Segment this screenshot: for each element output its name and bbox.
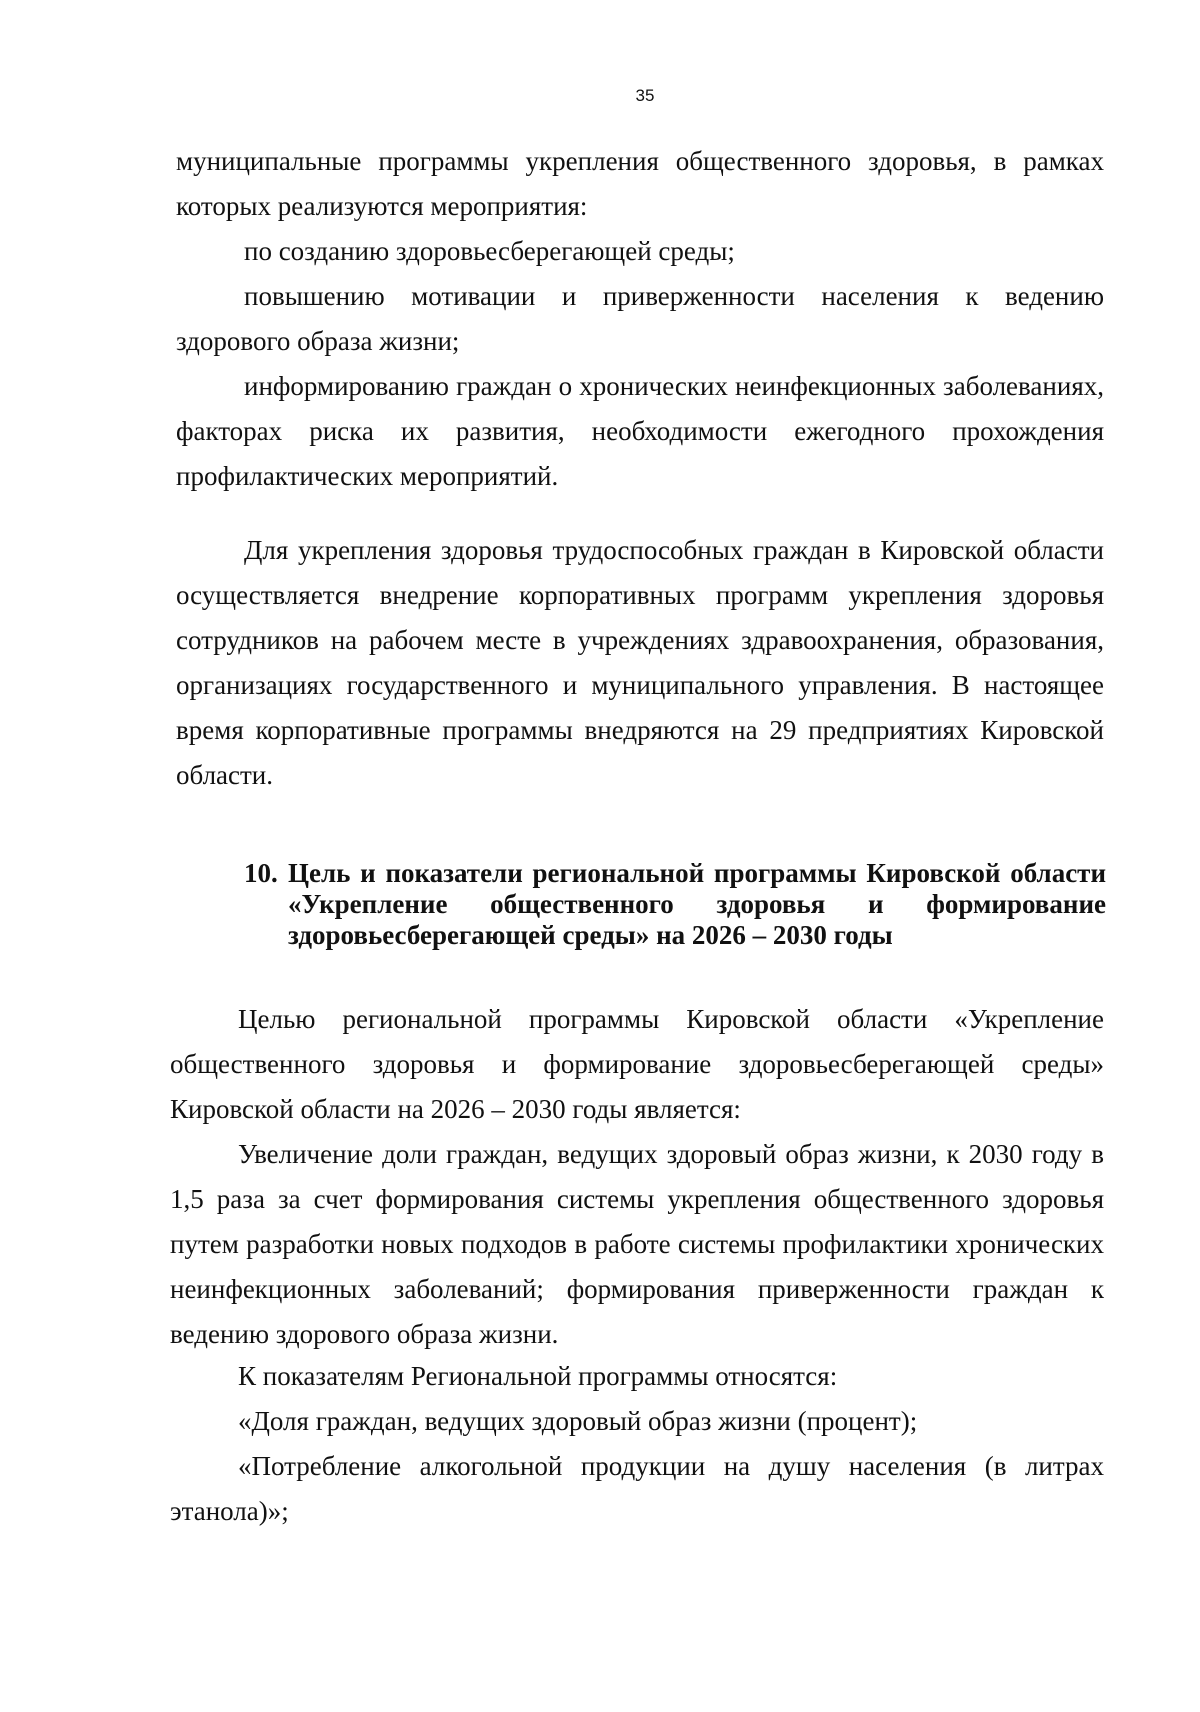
list-item: информированию граждан о хронических неинфекционных заболеваниях, факторах риска их развития, необходимости ежегодного прохождения профилактических мероприятий. (176, 371, 1104, 491)
page-number: 35 (635, 86, 655, 105)
goal-block (170, 997, 1104, 1357)
list-item: повышению мотивации и приверженности населения к ведению здорового образа жизни; (176, 281, 1104, 356)
indicator-item: «Потребление алкогольной продукции на душу населения (в литрах этанола)»; (170, 1451, 1104, 1526)
indicators-intro: К показателям Региональной программы относятся: (238, 1361, 838, 1391)
section-before-list (176, 139, 1104, 499)
section-title: Цель и показатели региональной программы Кировской области «Укрепление общественного здоровья и формирование здоровьесберегающей среды» на 2026 – 2030 годы (288, 858, 1106, 950)
indicator-item: «Доля граждан, ведущих здоровый образ жизни (процент); (238, 1406, 918, 1436)
section-before-paragraph-block (176, 528, 1104, 798)
goal-intro-paragraph: Целью региональной программы Кировской области «Укрепление общественного здоровья и формирование здоровьесберегающей среды» Кировской области на 2026 – 2030 годы является: (170, 1004, 1104, 1124)
section-heading (244, 858, 1106, 951)
indicators-block (170, 1354, 1104, 1534)
section-number: 10. (244, 858, 278, 888)
goal-text-paragraph: Увеличение доли граждан, ведущих здоровый образ жизни, к 2030 году в 1,5 раза за счет формирования системы укрепления общественного здоровья путем разработки новых подходов в работе системы профилактики хронических неинфекционных заболеваний; формирования приверженности граждан к ведению здорового образа жизни. (170, 1139, 1104, 1349)
list-item: по созданию здоровьесберегающей среды; (244, 236, 735, 266)
corporate-programs-paragraph: Для укрепления здоровья трудоспособных граждан в Кировской области осуществляется внедрение корпоративных программ укрепления здоровья сотрудников на рабочем месте в учреждениях здравоохранения, образования, организациях государственного и муниципального управления. В настоящее время корпоративные программы внедряются на 29 предприятиях Кировской области. (176, 535, 1104, 790)
intro-paragraph: муниципальные программы укрепления общественного здоровья, в рамках которых реализуются мероприятия: (176, 146, 1104, 221)
